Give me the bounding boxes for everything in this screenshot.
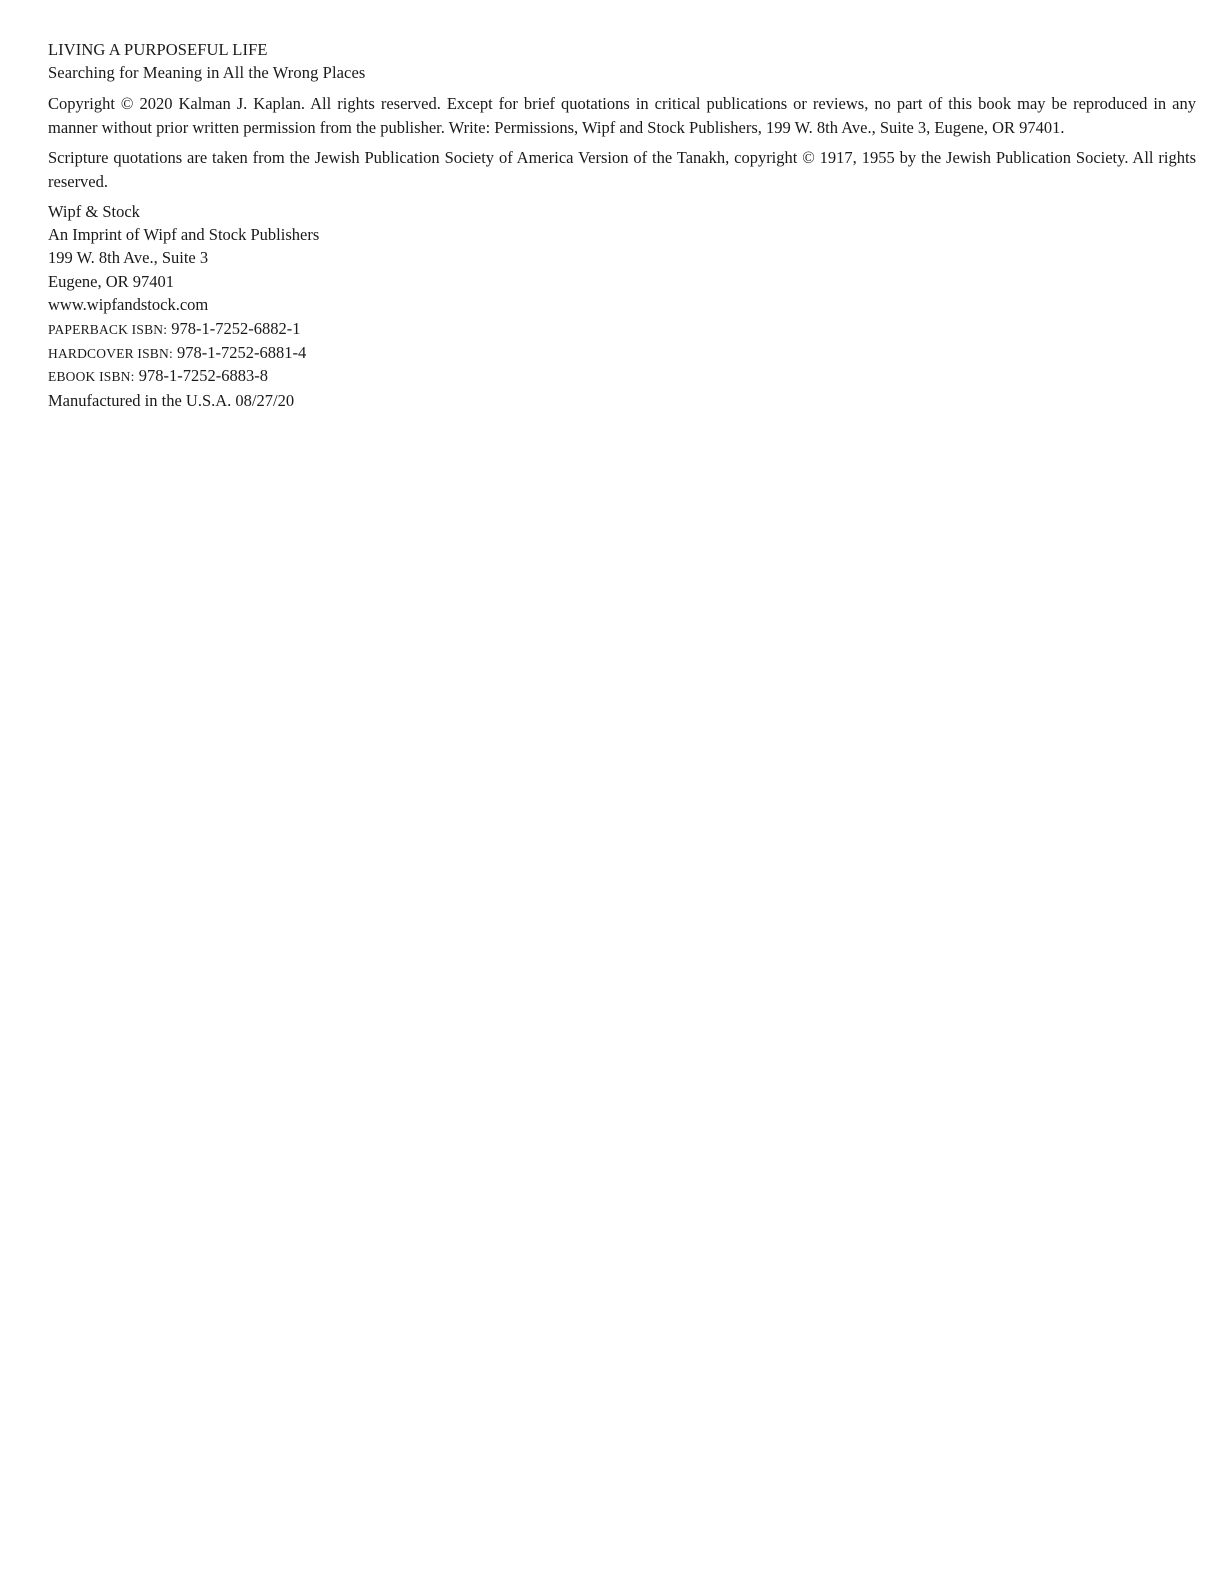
publisher-website: www.wipfandstock.com bbox=[48, 295, 209, 315]
isbn-paperback bbox=[48, 317, 1196, 341]
publisher-street-address: 199 W. 8th Ave., Suite 3 bbox=[48, 248, 209, 268]
copyright-notice-paragraph: Copyright © 2020 Kalman J. Kaplan. All rights reserved. Except for brief quotations in critical publications or reviews, no part of this book may be reproduced in any manner without prior written permission from the publisher. Write: Permissions, Wipf and Stock Publishers, 199 W. 8th Ave., Suite 3, Eugene, OR 97401. bbox=[48, 93, 1196, 137]
scripture-permissions-paragraph: Scripture quotations are taken from the Jewish Publication Society of America Version of the Tanakh, copyright © 1917, 1955 by the Jewish Publication Society. All rights reserved. bbox=[48, 147, 1196, 191]
isbn-hardcover bbox=[48, 341, 1196, 365]
book-title: LIVING A PURPOSEFUL LIFE bbox=[48, 40, 268, 59]
isbn-hardcover-value: 978-1-7252-6881-4 bbox=[177, 342, 307, 362]
publisher-imprint-line: An Imprint of Wipf and Stock Publishers bbox=[48, 224, 320, 244]
manufactured-statement: Manufactured in the U.S.A. 08/27/20 bbox=[48, 391, 295, 411]
publisher-imprint-name: Wipf & Stock bbox=[48, 201, 140, 221]
isbn-paperback-value: 978-1-7252-6882-1 bbox=[171, 318, 301, 338]
isbn-paperback-label: PAPERBACK ISBN: bbox=[48, 321, 168, 337]
isbn-hardcover-label: HARDCOVER ISBN: bbox=[48, 345, 173, 361]
publisher-city-state-zip: Eugene, OR 97401 bbox=[48, 271, 175, 291]
isbn-ebook bbox=[48, 364, 1196, 388]
copyright-content-block bbox=[48, 38, 1196, 413]
isbn-ebook-value: 978-1-7252-6883-8 bbox=[138, 366, 268, 386]
isbn-ebook-label: EBOOK ISBN: bbox=[48, 369, 135, 385]
book-subtitle: Searching for Meaning in All the Wrong Places bbox=[48, 63, 366, 83]
